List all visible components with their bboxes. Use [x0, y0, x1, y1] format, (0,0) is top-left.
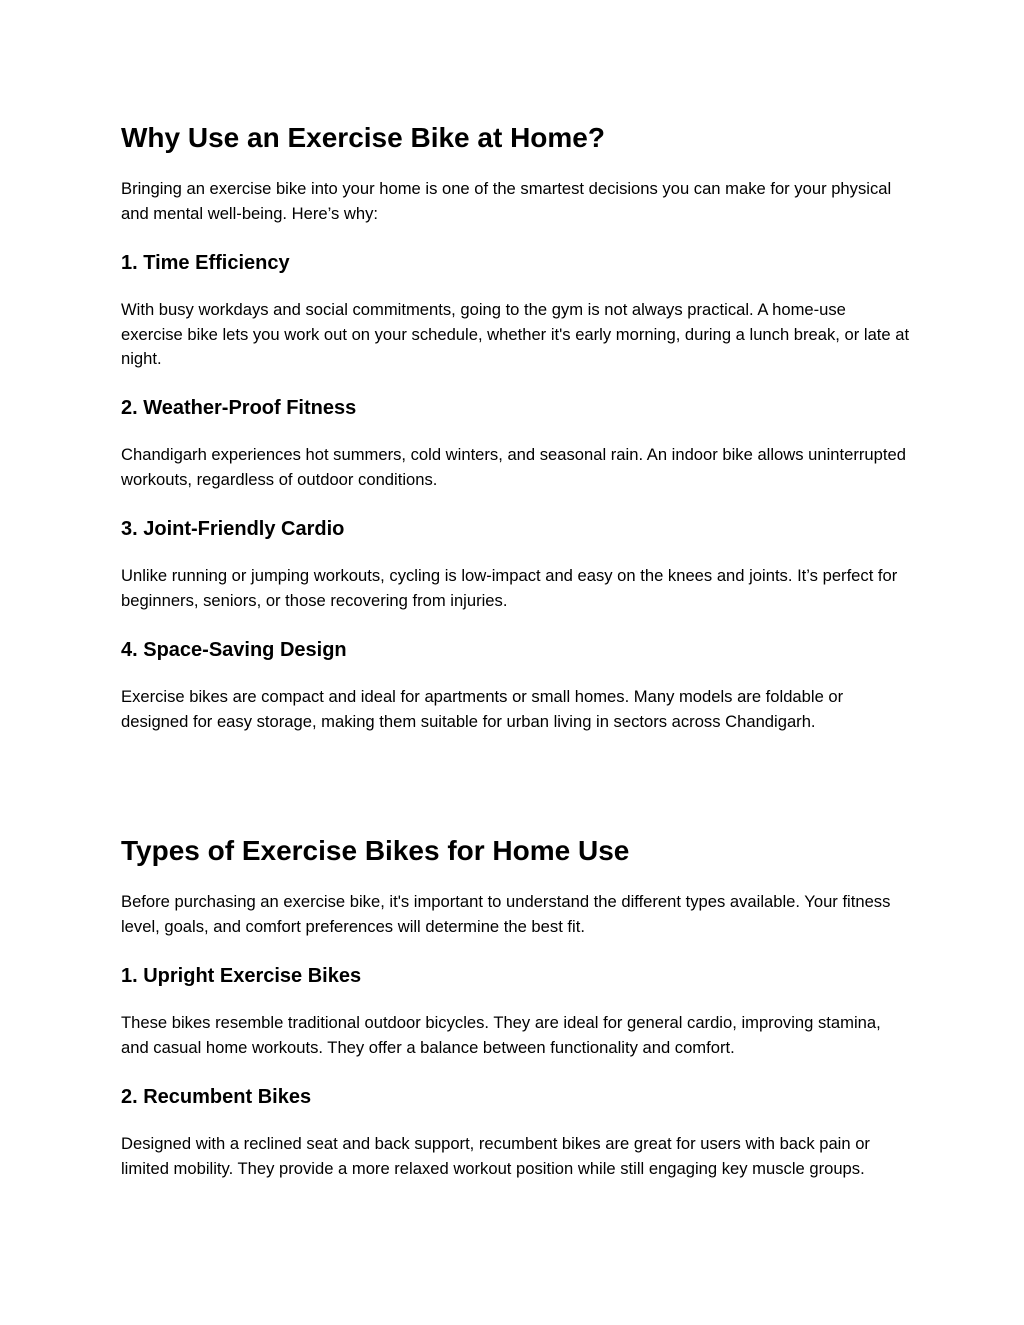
paragraph-time-efficiency: With busy workdays and social commitments, going to the gym is not always practical. A home-use exercise bike lets you work out on your schedule, whether it's early morning, during a lunch break, or late at night.	[121, 300, 910, 368]
paragraph-weather-proof: Chandigarh experiences hot summers, cold winters, and seasonal rain. An indoor bike allows uninterrupted workouts, regardless of outdoor conditions.	[121, 445, 906, 489]
paragraph-recumbent-bikes: Designed with a reclined seat and back support, recumbent bikes are great for users with back pain or limited mobility. They provide a more relaxed workout position while still engaging key muscle groups.	[121, 1134, 870, 1178]
section-title-types: Types of Exercise Bikes for Home Use	[121, 835, 630, 866]
heading-upright-bikes: 1. Upright Exercise Bikes	[121, 965, 362, 987]
heading-weather-proof: 2. Weather-Proof Fitness	[121, 397, 357, 419]
section-title-why-use: Why Use an Exercise Bike at Home?	[121, 122, 605, 153]
paragraph-space-saving: Exercise bikes are compact and ideal for apartments or small homes. Many models are foldable or designed for easy storage, making them suitable for urban living in sectors across Chandigarh.	[121, 687, 844, 731]
heading-recumbent-bikes: 2. Recumbent Bikes	[121, 1086, 312, 1108]
paragraph-joint-friendly: Unlike running or jumping workouts, cycling is low-impact and easy on the knees and joints. It’s perfect for beginners, seniors, or those recovering from injuries.	[121, 566, 898, 610]
heading-joint-friendly: 3. Joint-Friendly Cardio	[121, 518, 345, 540]
heading-time-efficiency: 1. Time Efficiency	[121, 252, 290, 274]
section-intro-types: Before purchasing an exercise bike, it's important to understand the different types available. Your fitness level, goals, and comfort preferences will determine the best fit.	[121, 892, 891, 936]
section-intro-why-use: Bringing an exercise bike into your home is one of the smartest decisions you can make for your physical and mental well-being. Here’s why:	[121, 179, 892, 223]
paragraph-upright-bikes: These bikes resemble traditional outdoor bicycles. They are ideal for general cardio, improving stamina, and casual home workouts. They offer a balance between functionality and comfort.	[121, 1013, 881, 1057]
heading-space-saving: 4. Space-Saving Design	[121, 639, 347, 661]
